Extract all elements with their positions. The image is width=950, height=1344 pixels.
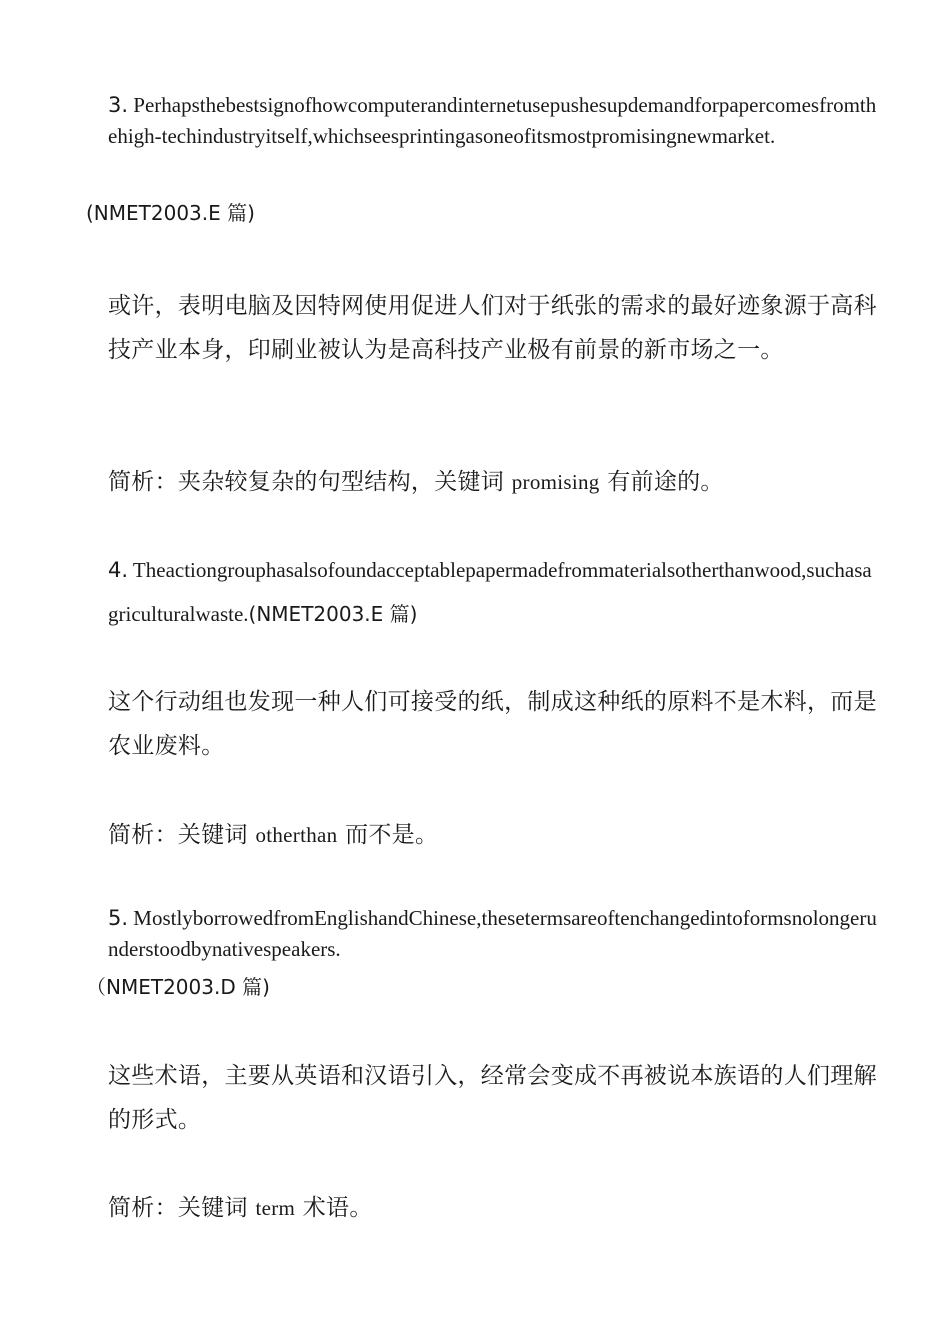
source-text: (NMET2003.E 篇)	[86, 201, 255, 225]
english-text: Theactiongrouphasalsofoundacceptablepapermadefrommaterialsotherthanwood,suchasagriculturalwaste.	[108, 558, 872, 626]
analysis-5	[86, 1186, 880, 1230]
chinese-translation-4: 这个行动组也发现一种人们可接受的纸，制成这种纸的原料不是木料，而是农业废料。	[108, 689, 877, 759]
english-sentence-4	[86, 548, 880, 636]
analysis-prefix: 简析：关键词	[108, 822, 248, 848]
source-note-3	[86, 198, 858, 229]
chinese-translation-5: 这些术语，主要从英语和汉语引入，经常会变成不再被说本族语的人们理解的形式。	[108, 1063, 877, 1133]
analysis-suffix: 而不是。	[345, 822, 439, 848]
source-text: （NMET2003.D 篇)	[86, 975, 270, 999]
english-text: Perhapsthebestsignofhowcomputerandinternetusepushesupdemandforpapercomesfromthehigh-techindustryitself,whichseesprintingasoneofitsmostpromisingnewmarket.	[108, 93, 877, 148]
english-text: MostlyborrowedfromEnglishandChinese,thesetermsareoftenchangedintoformsnolongerunderstoodbynativespeakers.	[108, 906, 877, 961]
analysis-keyword: term	[255, 1196, 296, 1220]
analysis-suffix: 术语。	[302, 1195, 373, 1221]
analysis-4	[86, 813, 880, 857]
analysis-keyword: promising	[511, 470, 600, 494]
analysis-suffix: 有前途的。	[607, 469, 724, 495]
item-number: 5.	[108, 906, 129, 930]
source-note-5	[86, 972, 858, 1003]
analysis-prefix: 简析：夹杂较复杂的句型结构，关键词	[108, 469, 505, 495]
english-sentence-3	[86, 90, 880, 152]
item-number: 4.	[108, 558, 129, 582]
analysis-3	[86, 460, 880, 504]
item-number: 3.	[108, 93, 129, 117]
chinese-translation-3: 或许，表明电脑及因特网使用促进人们对于纸张的需求的最好迹象源于高科技产业本身，印刷业被认为是高科技产业极有前景的新市场之一。	[108, 293, 877, 363]
analysis-keyword: otherthan	[255, 823, 338, 847]
analysis-prefix: 简析：关键词	[108, 1195, 248, 1221]
english-sentence-5	[86, 903, 880, 965]
source-text: (NMET2003.E 篇)	[248, 602, 418, 626]
